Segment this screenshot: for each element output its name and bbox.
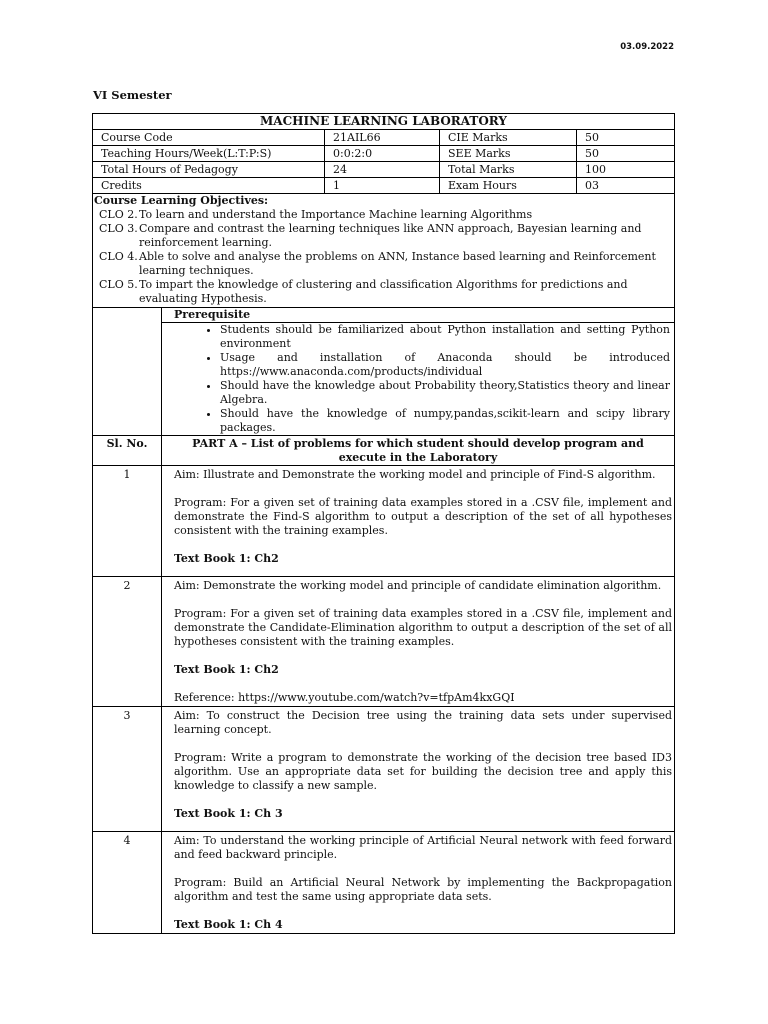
clo-text: To impart the knowledge of clustering and classification Algorithms for predictions and evaluating Hypothesis. xyxy=(139,278,628,305)
info-label-2: Total Marks xyxy=(440,162,577,177)
clo-code: CLO 3. xyxy=(99,222,138,235)
sl-no-header: Sl. No. xyxy=(93,436,162,465)
prerequisite-item: • Should have the knowledge about Probability theory,Statistics theory and linear Algebra. xyxy=(220,379,670,407)
clo-item xyxy=(93,250,674,278)
course-title: MACHINE LEARNING LABORATORY xyxy=(93,114,674,130)
part-a-header-row xyxy=(93,436,674,466)
prerequisite-item: • Should have the knowledge of numpy,pandas,scikit-learn and scipy library packages. xyxy=(220,407,670,435)
info-label: Credits xyxy=(93,178,325,193)
clo-item xyxy=(93,208,674,222)
experiment-program: Program: For a given set of training data examples stored in a .CSV file, implement and demonstrate the Find-S algorithm to output a description of the set of all hypotheses consistent with the training examples. xyxy=(174,496,672,537)
experiment-number: 4 xyxy=(93,832,162,933)
document-date: 03.09.2022 xyxy=(620,42,674,52)
experiment-body xyxy=(162,577,674,706)
experiment-reference-link[interactable]: Reference: https://www.youtube.com/watch?v=tfpAm4kxGQI xyxy=(174,691,515,704)
syllabus-table xyxy=(92,113,675,934)
experiment-number: 2 xyxy=(93,577,162,706)
info-row xyxy=(93,162,674,178)
objectives-section xyxy=(93,194,674,308)
info-label: Total Hours of Pedagogy xyxy=(93,162,325,177)
prerequisite-item: • Students should be familiarized about Python installation and setting Python environment xyxy=(220,323,670,351)
info-label-2: Exam Hours xyxy=(440,178,577,193)
info-row xyxy=(93,130,674,146)
info-row xyxy=(93,146,674,162)
objectives-heading: Course Learning Objectives: xyxy=(94,194,269,207)
experiment-textbook: Text Book 1: Ch 4 xyxy=(174,918,283,931)
info-value: 0:0:2:0 xyxy=(325,146,440,161)
experiment-textbook: Text Book 1: Ch 3 xyxy=(174,807,283,820)
clo-item xyxy=(93,222,674,250)
clo-item xyxy=(93,278,674,306)
experiment-number: 3 xyxy=(93,707,162,831)
part-a-heading: PART A – List of problems for which student should develop program and execute in the Laboratory xyxy=(192,437,644,464)
experiment-program: Program: Write a program to demonstrate the working of the decision tree based ID3 algorithm. Use an appropriate data set for building the decision tree and apply this knowledge to classify a new sample. xyxy=(174,751,672,792)
clo-code: CLO 4. xyxy=(99,250,138,263)
experiment-row xyxy=(93,707,674,832)
info-value: 21AIL66 xyxy=(325,130,440,145)
semester-label: VI Semester xyxy=(93,88,172,102)
experiment-aim: Aim: Illustrate and Demonstrate the working model and principle of Find-S algorithm. xyxy=(174,468,656,481)
info-row xyxy=(93,178,674,194)
experiment-row xyxy=(93,577,674,707)
clo-text: Able to solve and analyse the problems on ANN, Instance based learning and Reinforcement learning techniques. xyxy=(139,250,656,277)
prerequisite-list xyxy=(162,323,674,435)
prerequisite-heading: Prerequisite xyxy=(162,308,674,323)
experiment-number: 1 xyxy=(93,466,162,576)
experiment-aim: Aim: To construct the Decision tree using the training data sets under supervised learning concept. xyxy=(174,709,672,736)
clo-text: Compare and contrast the learning techniques like ANN approach, Bayesian learning and reinforcement learning. xyxy=(139,222,642,249)
prerequisite-left-cell xyxy=(93,308,162,435)
experiment-aim: Aim: To understand the working principle of Artificial Neural network with feed forward and feed backward principle. xyxy=(174,834,672,861)
experiment-body xyxy=(162,832,674,933)
info-label: Course Code xyxy=(93,130,325,145)
info-value-2: 50 xyxy=(585,131,599,144)
experiment-textbook: Text Book 1: Ch2 xyxy=(174,552,279,565)
info-label-2: SEE Marks xyxy=(440,146,577,161)
experiment-aim: Aim: Demonstrate the working model and principle of candidate elimination algorithm. xyxy=(174,579,662,592)
clo-code: CLO 5. xyxy=(99,278,138,291)
info-value-2: 50 xyxy=(585,147,599,160)
experiment-row xyxy=(93,466,674,577)
experiment-program: Program: Build an Artificial Neural Network by implementing the Backpropagation algorithm and test the same using appropriate data sets. xyxy=(174,876,672,903)
clo-code: CLO 2. xyxy=(99,208,138,221)
clo-text: To learn and understand the Importance Machine learning Algorithms xyxy=(139,208,533,221)
info-label-2: CIE Marks xyxy=(440,130,577,145)
info-value-2: 100 xyxy=(585,163,606,176)
info-value: 24 xyxy=(325,162,440,177)
info-value-2: 03 xyxy=(585,179,599,192)
experiment-row xyxy=(93,832,674,933)
info-value: 1 xyxy=(325,178,440,193)
experiment-textbook: Text Book 1: Ch2 xyxy=(174,663,279,676)
prerequisite-section xyxy=(93,308,674,436)
experiment-program: Program: For a given set of training data examples stored in a .CSV file, implement and demonstrate the Candidate-Elimination algorithm to output a description of the set of all hypotheses consistent with the training examples. xyxy=(174,607,672,648)
experiment-body xyxy=(162,707,674,831)
prerequisite-item: • Usage and installation of Anaconda should be introduced https://www.anaconda.com/products/individual xyxy=(220,351,670,379)
prerequisite-content xyxy=(162,308,674,435)
experiment-body xyxy=(162,466,674,576)
info-label: Teaching Hours/Week(L:T:P:S) xyxy=(93,146,325,161)
